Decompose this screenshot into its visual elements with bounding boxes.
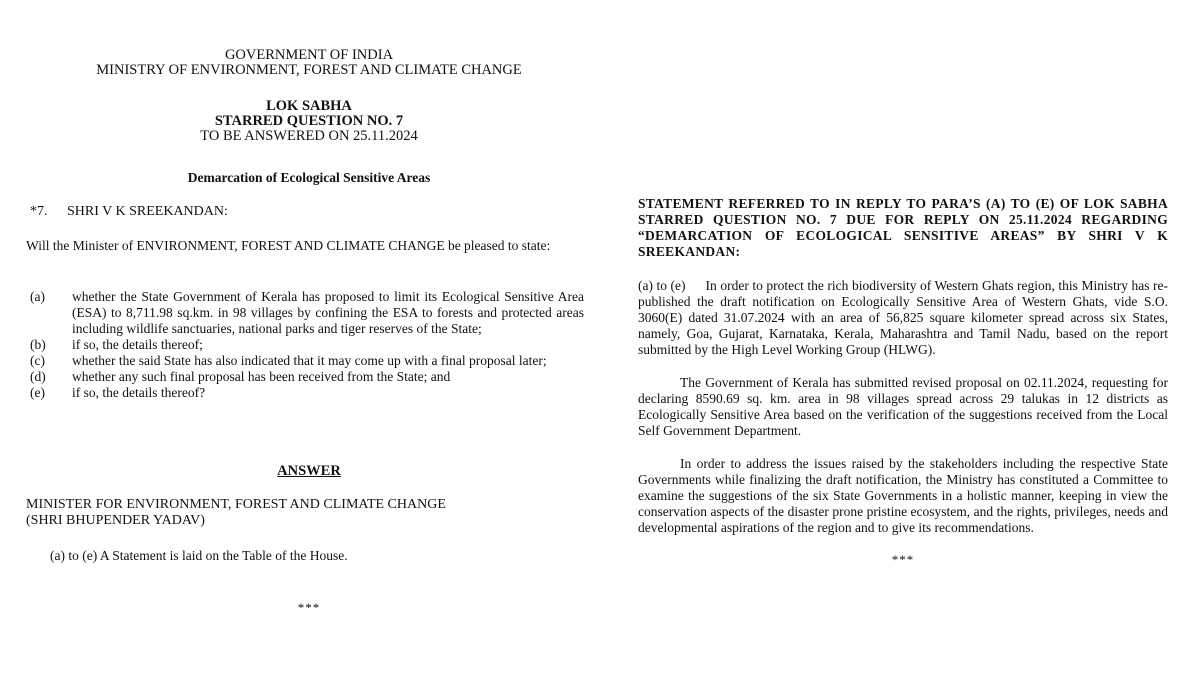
question-text: if so, the details thereof; bbox=[72, 337, 203, 352]
question-text: whether the State Government of Kerala has proposed to limit its Ecological Sensitive Area (ESA) to 8,711.98 sq.km. in 98 villages by confining the ESA to forests and protected areas including wildlife sanctuaries, national parks and tiger reserves of the State; bbox=[72, 289, 584, 336]
question-list bbox=[20, 289, 600, 401]
question-item-d bbox=[20, 369, 600, 385]
end-marker: *** bbox=[297, 600, 321, 615]
answer-heading: ANSWER bbox=[277, 463, 341, 479]
member-name: SHRI V K SREEKANDAN: bbox=[67, 204, 228, 219]
statement-page bbox=[620, 0, 1190, 675]
question-label: (d) bbox=[30, 369, 46, 384]
paragraph-label: (a) to (e) bbox=[638, 278, 686, 293]
question-item-b bbox=[20, 337, 600, 353]
question-label: (a) bbox=[30, 289, 45, 304]
statement-heading: STATEMENT REFERRED TO IN REPLY TO PARA’S (A) TO (E) OF LOK SABHA STARRED QUESTION NO. 7 DUE FOR REPLY ON 25.11.2024 REGARDING “DEMARCATION OF ECOLOGICAL SENSITIVE AREAS” BY SHRI V K SREEKANDAN: bbox=[638, 196, 1168, 259]
question-text: whether any such final proposal has been received from the State; and bbox=[72, 369, 451, 384]
member-line bbox=[30, 204, 228, 220]
question-intro: Will the Minister of ENVIRONMENT, FOREST AND CLIMATE CHANGE be pleased to state: bbox=[26, 238, 551, 253]
answer-heading-wrap bbox=[20, 462, 598, 480]
question-page bbox=[20, 0, 600, 675]
header-block bbox=[20, 48, 598, 78]
statement-end-marker: *** bbox=[891, 552, 915, 567]
question-item-c bbox=[20, 353, 600, 369]
house-title: LOK SABHA bbox=[266, 98, 352, 114]
statement-paragraph-3: In order to address the issues raised by the stakeholders including the respective State Governments while finalizing the draft notification, the Ministry has constituted a Committee to examine the suggestions of the six State Governments in a holistic manner, keeping in view the conservation aspects of the disaster prone pristine ecosystem, and the rights, privileges, needs and developmental aspirations of the region and to give its recommendations. bbox=[638, 456, 1168, 535]
minister-title: MINISTER FOR ENVIRONMENT, FOREST AND CLIMATE CHANGE bbox=[26, 497, 446, 512]
question-text: whether the said State has also indicated that it may come up with a final proposal later; bbox=[72, 353, 547, 368]
question-item-e bbox=[20, 385, 600, 401]
minister-name: (SHRI BHUPENDER YADAV) bbox=[26, 513, 205, 528]
question-header bbox=[20, 99, 598, 144]
subject-title: Demarcation of Ecological Sensitive Areas bbox=[187, 170, 431, 185]
question-text: if so, the details thereof? bbox=[72, 385, 206, 400]
question-star-number: *7. bbox=[30, 204, 48, 219]
question-label: (e) bbox=[30, 385, 45, 400]
question-label: (c) bbox=[30, 353, 45, 368]
statement-paragraph-1 bbox=[638, 278, 1168, 358]
question-number: STARRED QUESTION NO. 7 bbox=[214, 113, 404, 129]
question-item-a bbox=[20, 289, 600, 337]
minister-block bbox=[26, 497, 446, 529]
government-title: GOVERNMENT OF INDIA bbox=[224, 47, 394, 63]
answer-date: TO BE ANSWERED ON 25.11.2024 bbox=[200, 128, 418, 144]
answer-text: (a) to (e) A Statement is laid on the Table of the House. bbox=[50, 548, 348, 563]
statement-paragraph-2: The Government of Kerala has submitted revised proposal on 02.11.2024, requesting for declaring 8590.69 sq. km. area in 98 villages spread across 29 talukas in 12 districts as Ecologically Sensitive Area based on the verification of the suggestions received from the Local Self Government Department. bbox=[638, 375, 1168, 438]
ministry-title: MINISTRY OF ENVIRONMENT, FOREST AND CLIMATE CHANGE bbox=[96, 62, 522, 78]
paragraph-text: In order to protect the rich biodiversity of Western Ghats region, this Ministry has re-published the draft notification on Ecologically Sensitive Area of Western Ghats, vide S.O. 3060(E) dated 31.07.2024 with an area of 56,825 square kilometer spread across six States, namely, Goa, Gujarat, Karnataka, Kerala, Maharashtra and Tamil Nadu, based on the report submitted by the High Level Working Group (HLWG). bbox=[638, 278, 1168, 357]
question-label: (b) bbox=[30, 337, 46, 352]
